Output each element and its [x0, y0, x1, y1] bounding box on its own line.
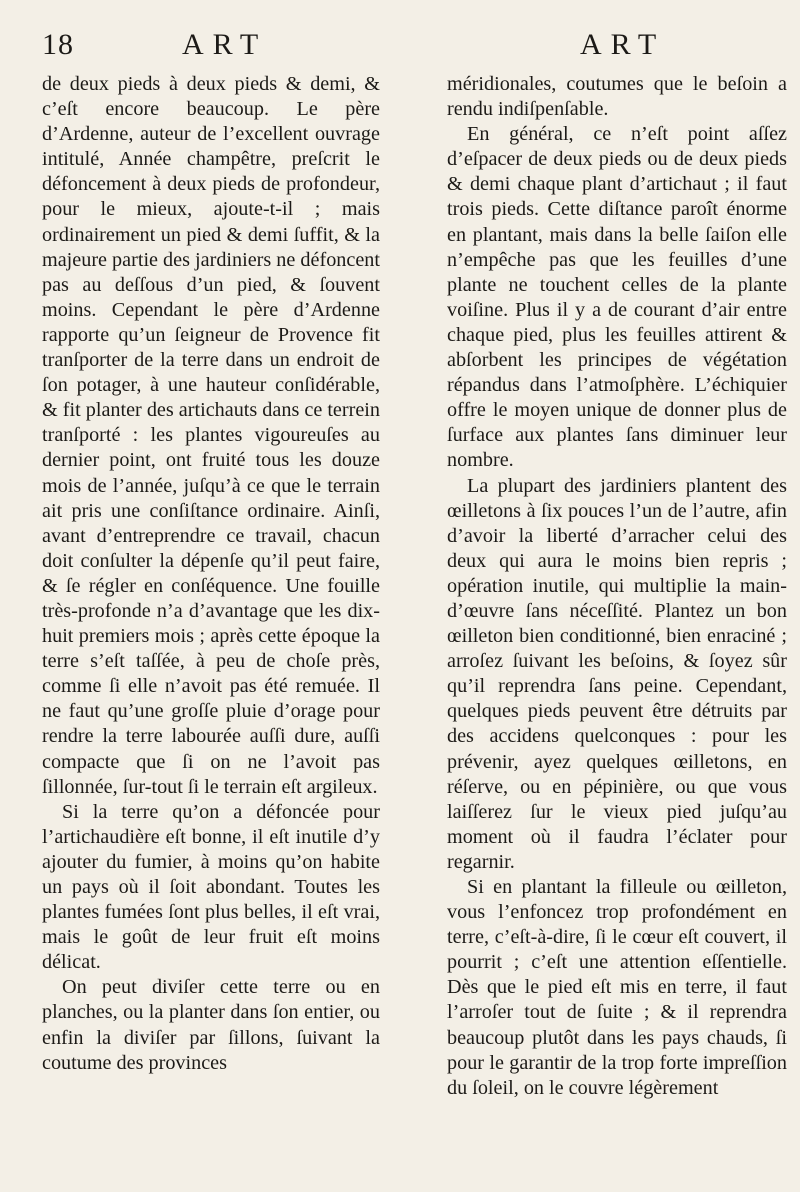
paragraph: méridionales, coutumes que le beſoin a rendu indiſpenſable.: [447, 73, 787, 121]
running-head-left: ART: [182, 28, 268, 61]
paragraph: Si la terre qu’on a défoncée pour l’artichaudière eſt bonne, il eſt inutile d’y ajouter du fumier, à moins qu’on habite un pays où il ſoit abondant. Toutes les plantes fumées ſont plus belles, il eſt vrai, mais le goût de leur fruit eſt moins délicat.: [42, 800, 380, 974]
paragraph: En général, ce n’eſt point aſſez d’eſpacer de deux pieds ou de deux pieds & demi chaque plant d’artichaut ; il faut trois pieds. Cette diſtance paroît énorme en plantant, mais dans la belle ſaiſon elle n’empêche pas que les feuilles d’une plante ne touchent celles de la plante voiſine. Plus il y a de courant d’air entre chaque pied, plus les feuilles attirent & abſorbent les principes de végétation répandus dans l’atmoſphère. L’échiquier offre le moyen unique de donner plus de ſurface aux plantes ſans diminuer leur nombre.: [447, 123, 787, 472]
running-head-right: ART: [580, 28, 666, 61]
paragraph: Si en plantant la filleule ou œilleton, vous l’enfoncez trop profondément en terre, c’eſt-à-dire, ſi le cœur eſt couvert, il pourrit ; c’eſt une attention eſſentielle. Dès que le pied eſt mis en terre, il faut l’arroſer tout de ſuite ; & il reprendra beaucoup plutôt dans les pays chauds, ſi pour le garantir de la trop forte impreſſion du ſoleil, on le couvre légèrement: [447, 876, 787, 1099]
paragraph: La plupart des jardiniers plantent des œilletons à ſix pouces l’un de l’autre, afin d’avoir la liberté d’arracher celui des deux qui aura le moins bien repris ; opération inutile, qui multiplie la main-d’œuvre ſans néceſſité. Plantez un bon œilleton bien conditionné, bien enraciné ; arroſez ſuivant les beſoins, & ſoyez sûr qu’il reprendra ſans peine. Cependant, quelques pieds peuvent être détruits par des accidens quelconques : pour les prévenir, ayez quelques œilletons, en réſerve, ou en pépinière, ou que vous laiſſerez ſur le vieux pied juſqu’au moment où il faudra l’éclater pour regarnir.: [447, 474, 787, 873]
paragraph: de deux pieds à deux pieds & demi, & c’eſt encore beaucoup. Le père d’Ardenne, auteur de l’excellent ouvrage intitulé, Année champêtre, preſcrit le défoncement à deux pieds de profondeur, pour le mieux, ajoute-t-il ; mais ordinairement un pied & demi ſuffit, & la majeure partie des jardiniers ne défoncent pas au deſſous d’un pied, & ſouvent moins. Cependant le père d’Ardenne rapporte qu’un ſeigneur de Provence fit tranſporter de la terre dans un endroit de ſon potager, à une hauteur conſidérable, & fit planter des artichauts dans ce terrein tranſporté : les plantes vigoureuſes au dernier point, ont fruité tous les douze mois de l’année, juſqu’à ce que le terrain ait pris une conſiſtance ordinaire. Ainſi, avant d’entreprendre ce travail, chacun doit conſulter la dépenſe qu’il peut faire, & ſe régler en conſéquence. Une fouille très-profonde n’a d’avantage que les dix-huit premiers mois ; après cette époque la terre s’eſt taſſée, à peu de choſe près, comme ſi elle n’avoit pas été remuée. Il ne faut qu’une groſſe pluie d’orage pour rendre la terre labourée auſſi dure, auſſi compacte que ſi on ne l’avoit pas ſillonnée, ſur-tout ſi le terrain eſt argileux.: [42, 73, 381, 798]
page-header: [42, 22, 778, 72]
paragraph: On peut diviſer cette terre ou en planches, ou la planter dans ſon entier, ou enfin la diviſer par ſillons, ſuivant la coutume des provinces: [42, 976, 380, 1074]
left-column: [42, 72, 380, 1076]
right-column: [447, 72, 787, 1101]
page-number: 18: [42, 28, 74, 61]
